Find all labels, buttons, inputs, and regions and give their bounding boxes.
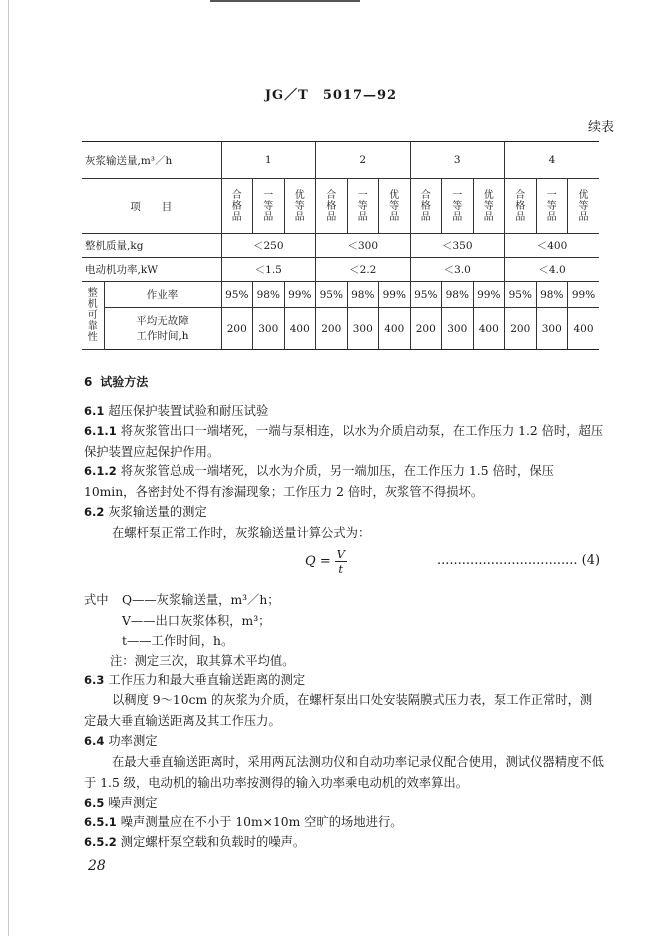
mtbf-cell: 400 bbox=[379, 308, 411, 350]
grade-cell: 合 格 品 bbox=[221, 179, 253, 234]
mass-cell: ＜350 bbox=[410, 234, 505, 258]
rate-cell: 98% bbox=[253, 282, 285, 308]
mtbf-cell: 200 bbox=[410, 308, 442, 350]
rate-cell: 95% bbox=[410, 282, 442, 308]
formula-fraction: $\frac{V}{t}$ bbox=[336, 547, 345, 576]
section-6-heading: 6 试验方法 bbox=[84, 375, 149, 389]
formula-leader: .................................. (4) bbox=[437, 553, 601, 568]
section-6-4: 6.4 功率测定 bbox=[84, 734, 158, 748]
rate-cell: 95% bbox=[221, 282, 253, 308]
group-header-1: 1 bbox=[221, 142, 316, 179]
row-label-item: 项 目 bbox=[82, 179, 221, 234]
rate-cell: 95% bbox=[505, 282, 537, 308]
rate-cell: 99% bbox=[568, 282, 600, 308]
grade-cell: 一 等 品 bbox=[253, 179, 285, 234]
rate-cell: 98% bbox=[442, 282, 474, 308]
section-6-2-intro: 在螺杆泵正常工作时，灰浆输送量计算公式为： bbox=[112, 526, 371, 540]
top-edge-line bbox=[210, 0, 360, 2]
def-t: t——工作时间，h。 bbox=[122, 634, 234, 648]
section-6-1-1: 6.1.1 将灰浆管出口一端堵死，一端与泵相连，以水为介质启动泵，在工作压力 1.2 倍时，超压保护装置应起保护作用。 bbox=[84, 424, 604, 459]
group-header-3: 3 bbox=[410, 142, 505, 179]
mtbf-cell: 400 bbox=[473, 308, 505, 350]
grade-cell: 合 格 品 bbox=[316, 179, 348, 234]
note: 注：测定三次，取其算术平均值。 bbox=[110, 654, 295, 668]
formula-q: Q = $\frac{V}{t}$ bbox=[305, 547, 345, 576]
mass-cell: ＜300 bbox=[316, 234, 411, 258]
standard-code-header: JG／T 5017—92 bbox=[264, 88, 398, 103]
grade-cell: 一 等 品 bbox=[347, 179, 379, 234]
row-label-rate: 作业率 bbox=[104, 282, 221, 308]
table-row-mass bbox=[82, 234, 599, 258]
table-row-power bbox=[82, 258, 599, 282]
mtbf-cell: 300 bbox=[253, 308, 285, 350]
power-cell: ＜3.0 bbox=[410, 258, 505, 282]
section-6-3: 6.3 工作压力和最大垂直输送距离的测定 bbox=[84, 673, 306, 687]
page-number: 28 bbox=[88, 858, 106, 874]
grade-cell: 合 格 品 bbox=[505, 179, 537, 234]
section-6-3-body: 以稠度 9～10cm 的灰浆为介质，在螺杆泵出口处安装隔膜式压力表，泵工作正常时，测定最大垂直输送距离及其工作压力。 bbox=[84, 693, 593, 728]
section-6-5: 6.5 噪声测定 bbox=[84, 796, 158, 810]
power-cell: ＜2.2 bbox=[316, 258, 411, 282]
mass-cell: ＜250 bbox=[221, 234, 316, 258]
group-header-2: 2 bbox=[316, 142, 411, 179]
grade-cell: 优 等 品 bbox=[568, 179, 600, 234]
mtbf-cell: 200 bbox=[505, 308, 537, 350]
section-6-1: 6.1 超压保护装置试验和耐压试验 bbox=[84, 404, 269, 418]
def-q: Q——灰浆输送量，m³／h； bbox=[122, 593, 280, 607]
spec-table bbox=[82, 141, 599, 350]
row-label-mass: 整机质量,kg bbox=[82, 234, 221, 258]
rate-cell: 99% bbox=[284, 282, 316, 308]
rate-cell: 99% bbox=[379, 282, 411, 308]
section-6-5-1: 6.5.1 噪声测量应在不小于 10m×10m 空旷的场地进行。 bbox=[84, 815, 403, 829]
reliability-side-label: 整 机 可 靠 性 bbox=[82, 282, 104, 350]
mtbf-cell: 200 bbox=[221, 308, 253, 350]
row-label-power: 电动机功率,kW bbox=[82, 258, 221, 282]
grade-cell: 合 格 品 bbox=[410, 179, 442, 234]
mtbf-cell: 300 bbox=[347, 308, 379, 350]
continued-label: 续表 bbox=[587, 120, 614, 135]
mtbf-cell: 400 bbox=[568, 308, 600, 350]
rate-cell: 98% bbox=[536, 282, 568, 308]
grade-cell: 一 等 品 bbox=[442, 179, 474, 234]
grade-cell: 优 等 品 bbox=[473, 179, 505, 234]
section-6-4-body: 在最大垂直输送距离时，采用两瓦法测功仪和自动功率记录仪配合使用，测试仪器精度不低于 1.5 级，电动机的输出功率按测得的输入功率乘电动机的效率算出。 bbox=[84, 755, 604, 790]
power-cell: ＜4.0 bbox=[505, 258, 600, 282]
table-row-mtbf bbox=[82, 308, 599, 350]
rate-cell: 95% bbox=[316, 282, 348, 308]
row-label-flow: 灰浆输送量,m³／h bbox=[82, 142, 221, 179]
grade-cell: 一 等 品 bbox=[536, 179, 568, 234]
def-v: V——出口灰浆体积，m³； bbox=[122, 614, 271, 628]
section-6-2: 6.2 灰浆输送量的测定 bbox=[84, 505, 207, 519]
mtbf-cell: 300 bbox=[442, 308, 474, 350]
row-label-mtbf: 平均无故障 工作时间,h bbox=[104, 308, 221, 350]
rate-cell: 98% bbox=[347, 282, 379, 308]
grade-cell: 优 等 品 bbox=[379, 179, 411, 234]
power-cell: ＜1.5 bbox=[221, 258, 316, 282]
mtbf-cell: 300 bbox=[536, 308, 568, 350]
left-margin-line bbox=[8, 0, 9, 936]
table-row-grades bbox=[82, 179, 599, 234]
mtbf-cell: 400 bbox=[284, 308, 316, 350]
table-row-rate bbox=[82, 282, 599, 308]
grade-cell: 优 等 品 bbox=[284, 179, 316, 234]
formula-defs-prefix: 式中 bbox=[84, 593, 109, 607]
group-header-4: 4 bbox=[505, 142, 600, 179]
section-6-1-2: 6.1.2 将灰浆管总成一端堵死，以水为介质，另一端加压，在工作压力 1.5 倍时，保压 10min，各密封处不得有渗漏现象；工作压力 2 倍时，灰浆管不得损坏。 bbox=[84, 464, 554, 499]
section-6-5-2: 6.5.2 测定螺杆泵空载和负载时的噪声。 bbox=[84, 835, 306, 849]
table-row-flow bbox=[82, 142, 599, 179]
rate-cell: 99% bbox=[473, 282, 505, 308]
mtbf-cell: 200 bbox=[316, 308, 348, 350]
mass-cell: ＜400 bbox=[505, 234, 600, 258]
